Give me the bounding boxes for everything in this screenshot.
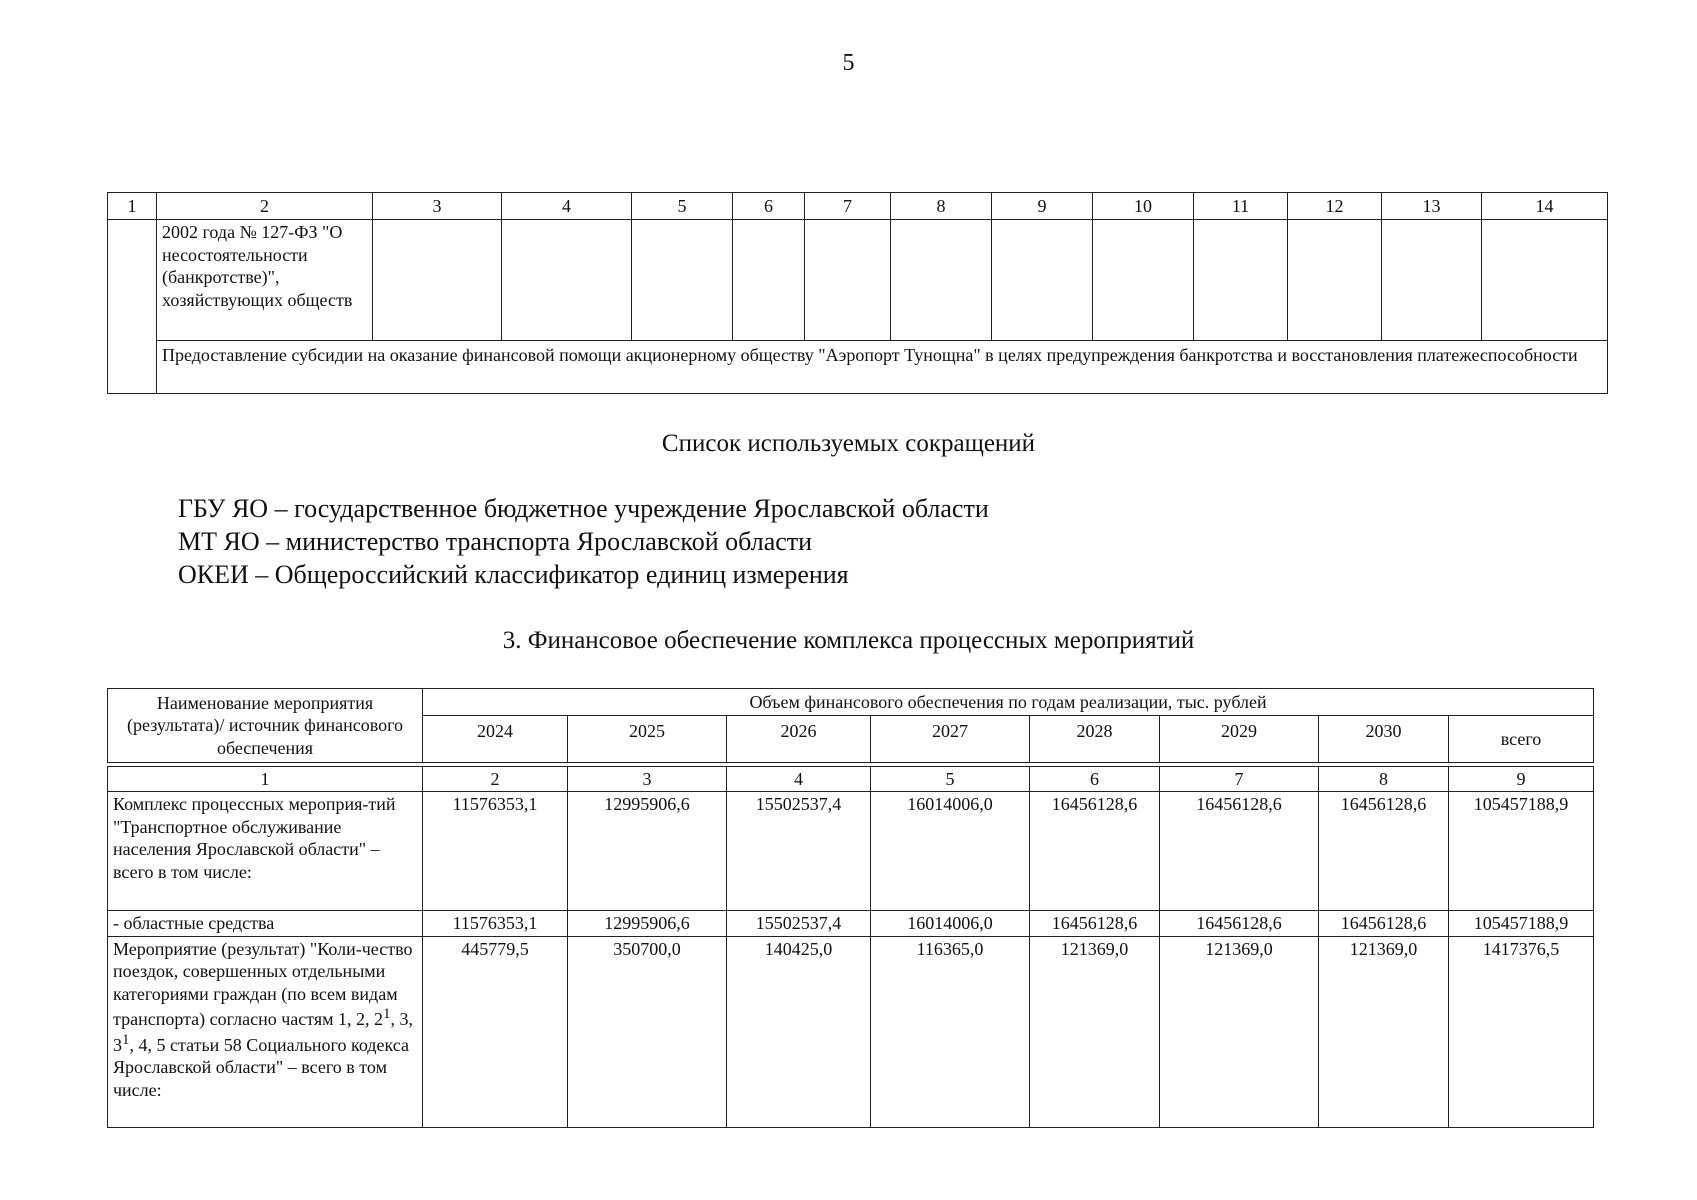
column-number: 10 bbox=[1093, 193, 1194, 220]
column-number: 4 bbox=[502, 193, 632, 220]
value-cell: 16456128,6 bbox=[1160, 911, 1319, 937]
column-number: 9 bbox=[1449, 767, 1594, 792]
table-cell bbox=[805, 220, 891, 341]
value-cell: 121369,0 bbox=[1319, 936, 1449, 1127]
column-number: 11 bbox=[1194, 193, 1288, 220]
value-cell: 15502537,4 bbox=[727, 792, 871, 911]
table-cell bbox=[1194, 220, 1288, 341]
column-number: 1 bbox=[108, 767, 423, 792]
column-number: 5 bbox=[871, 767, 1030, 792]
table-cell bbox=[733, 220, 805, 341]
value-cell: 16014006,0 bbox=[871, 911, 1030, 937]
value-cell: 11576353,1 bbox=[423, 792, 568, 911]
column-number: 3 bbox=[373, 193, 502, 220]
column-number: 14 bbox=[1482, 193, 1608, 220]
table-cell bbox=[1288, 220, 1382, 341]
value-cell: 11576353,1 bbox=[423, 911, 568, 937]
total-cell: 105457188,9 bbox=[1449, 911, 1594, 937]
abbreviation-item: ОКЕИ – Общероссийский классификатор единиц измерения bbox=[178, 560, 849, 589]
table-cell bbox=[1382, 220, 1482, 341]
value-cell: 350700,0 bbox=[568, 936, 727, 1127]
name-column-header: Наименование мероприятия (результата)/ источник финансового обеспечения bbox=[108, 689, 423, 763]
column-number: 13 bbox=[1382, 193, 1482, 220]
table-row bbox=[108, 341, 1608, 394]
section-title: 3. Финансовое обеспечение комплекса процессных мероприятий bbox=[502, 627, 1195, 654]
abbreviations-list bbox=[178, 492, 989, 591]
column-number: 5 bbox=[632, 193, 733, 220]
table-cell bbox=[891, 220, 992, 341]
abbreviations-title: Список используемых сокращений bbox=[661, 430, 1036, 457]
row-name-part: , 4, 5 статьи 58 Социального кодекса Ярославской области" – всего в том числе: bbox=[113, 1034, 409, 1100]
year-header: 2028 bbox=[1030, 716, 1160, 763]
value-cell: 16456128,6 bbox=[1319, 792, 1449, 911]
table-row bbox=[108, 792, 1594, 911]
abbreviation-item: ГБУ ЯО – государственное бюджетное учреждение Ярославской области bbox=[178, 494, 989, 523]
value-cell: 445779,5 bbox=[423, 936, 568, 1127]
row-name: Комплекс процессных мероприя-тий "Транспортное обслуживание населения Ярославской области" – всего в том числе: bbox=[108, 792, 423, 911]
value-cell: 16456128,6 bbox=[1030, 911, 1160, 937]
value-cell: 16014006,0 bbox=[871, 792, 1030, 911]
column-number: 1 bbox=[108, 193, 157, 220]
value-cell: 121369,0 bbox=[1030, 936, 1160, 1127]
value-cell: 12995906,6 bbox=[568, 911, 727, 937]
table-header-row bbox=[108, 689, 1594, 716]
table-header-row bbox=[108, 193, 1608, 220]
row-name: - областные средства bbox=[108, 911, 423, 937]
column-number: 8 bbox=[891, 193, 992, 220]
column-number: 6 bbox=[1030, 767, 1160, 792]
table-cell bbox=[632, 220, 733, 341]
value-cell: 15502537,4 bbox=[727, 911, 871, 937]
column-number: 3 bbox=[568, 767, 727, 792]
table-cell bbox=[502, 220, 632, 341]
year-header: 2027 bbox=[871, 716, 1030, 763]
year-header: 2029 bbox=[1160, 716, 1319, 763]
continuation-text: 2002 года № 127-ФЗ "О несостоятельности (банкротстве)", хозяйствующих обществ bbox=[157, 220, 373, 341]
value-cell: 16456128,6 bbox=[1030, 792, 1160, 911]
page-number: 5 bbox=[842, 50, 855, 76]
table-cell bbox=[1093, 220, 1194, 341]
table-cell bbox=[373, 220, 502, 341]
table-row bbox=[108, 936, 1594, 1127]
year-header: 2024 bbox=[423, 716, 568, 763]
value-cell: 140425,0 bbox=[727, 936, 871, 1127]
column-number: 12 bbox=[1288, 193, 1382, 220]
table-row bbox=[108, 911, 1594, 937]
subsidy-description: Предоставление субсидии на оказание финансовой помощи акционерному обществу "Аэропорт Тунощна" в целях предупреждения банкротства и восстановления платежеспособности bbox=[157, 341, 1608, 394]
financing-table bbox=[107, 688, 1594, 1128]
column-number: 8 bbox=[1319, 767, 1449, 792]
table-row bbox=[108, 220, 1608, 341]
superscript: 1 bbox=[383, 1006, 391, 1022]
row-name-part: Мероприятие (результат) "Коли-чество поездок, совершенных отдельными категориями граждан (по всем видам транспорта) согласно частям 1, 2, 2 bbox=[113, 938, 413, 1029]
column-number: 2 bbox=[423, 767, 568, 792]
year-header: 2030 bbox=[1319, 716, 1449, 763]
value-cell: 12995906,6 bbox=[568, 792, 727, 911]
column-number: 6 bbox=[733, 193, 805, 220]
column-number: 7 bbox=[1160, 767, 1319, 792]
abbreviation-item: МТ ЯО – министерство транспорта Ярославской области bbox=[178, 527, 813, 556]
row-name bbox=[108, 936, 423, 1127]
table-cell bbox=[108, 220, 157, 394]
year-header: 2025 bbox=[568, 716, 727, 763]
volume-column-header: Объем финансового обеспечения по годам реализации, тыс. рублей bbox=[423, 689, 1594, 716]
total-cell: 105457188,9 bbox=[1449, 792, 1594, 911]
value-cell: 16456128,6 bbox=[1160, 792, 1319, 911]
total-header: всего bbox=[1449, 716, 1594, 763]
index-row bbox=[108, 767, 1594, 792]
column-number: 9 bbox=[992, 193, 1093, 220]
column-number: 2 bbox=[157, 193, 373, 220]
value-cell: 121369,0 bbox=[1160, 936, 1319, 1127]
year-header: 2026 bbox=[727, 716, 871, 763]
column-number: 7 bbox=[805, 193, 891, 220]
superscript: 1 bbox=[122, 1031, 130, 1048]
row-name-part: , 3, 3 bbox=[113, 1009, 414, 1055]
value-cell: 16456128,6 bbox=[1319, 911, 1449, 937]
continuation-table bbox=[107, 192, 1608, 394]
table-cell bbox=[992, 220, 1093, 341]
total-cell: 1417376,5 bbox=[1449, 936, 1594, 1127]
value-cell: 116365,0 bbox=[871, 936, 1030, 1127]
column-number: 4 bbox=[727, 767, 871, 792]
table-cell bbox=[1482, 220, 1608, 341]
